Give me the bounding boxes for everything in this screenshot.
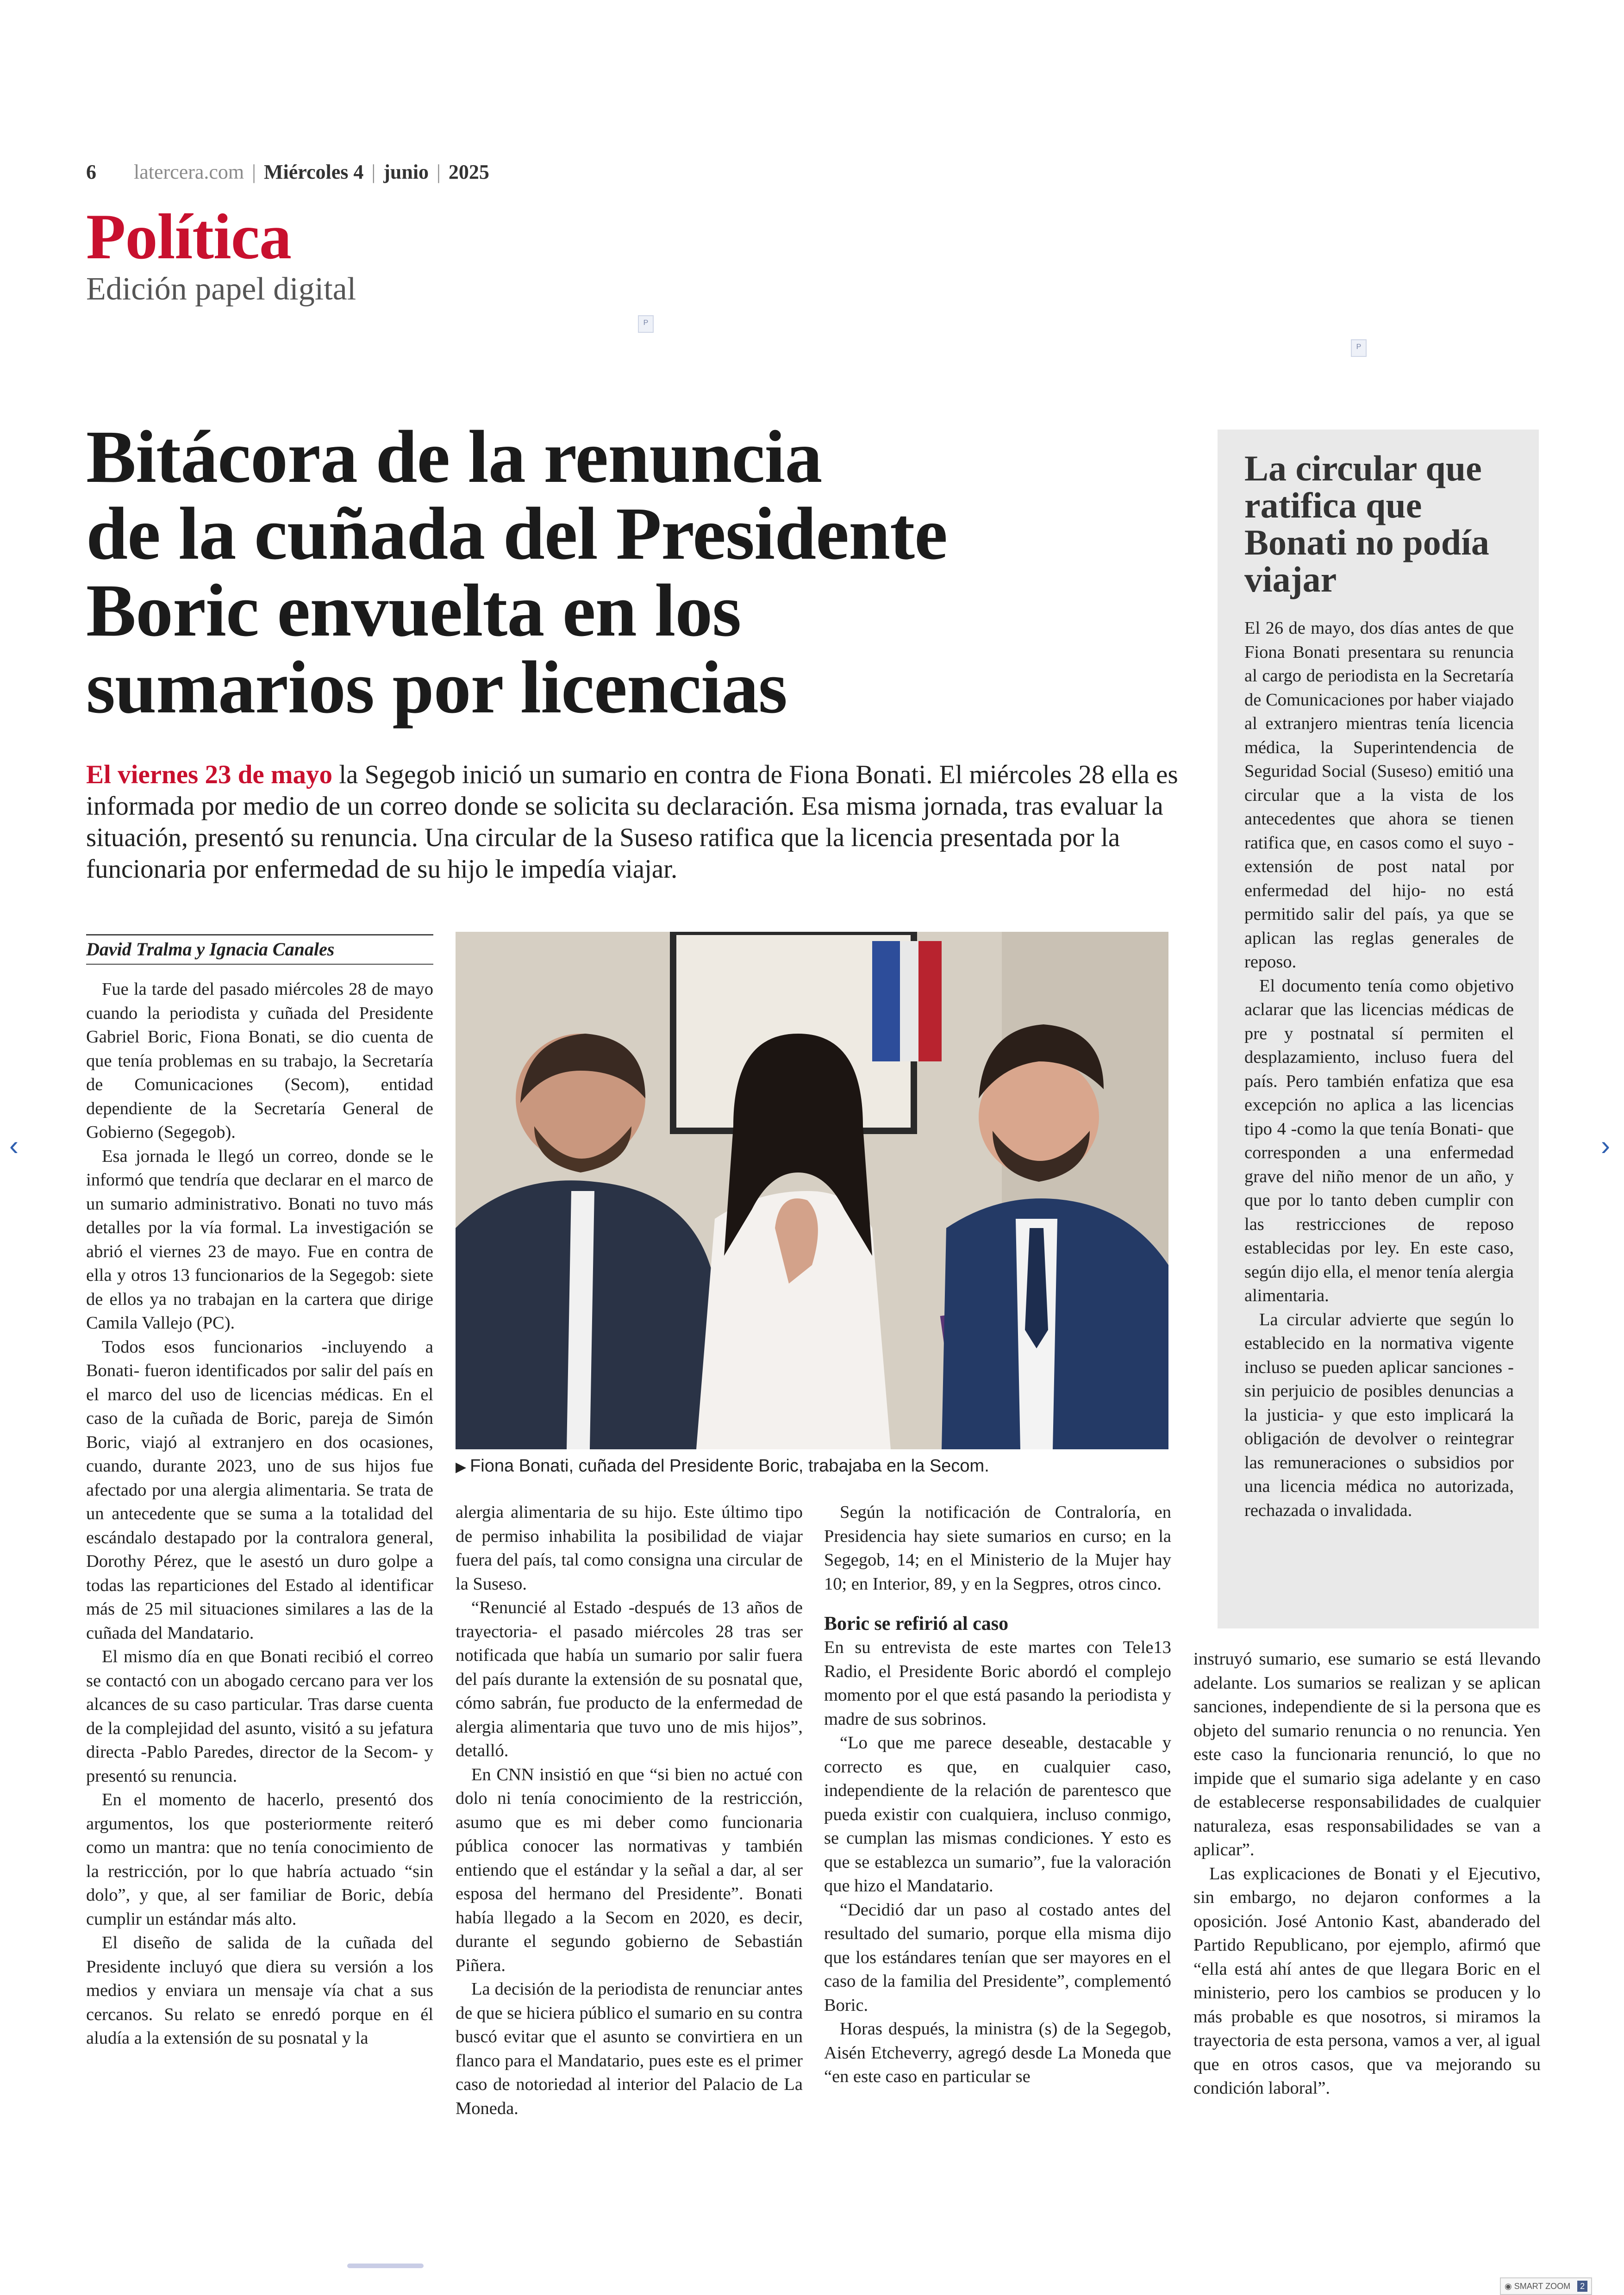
edition-label: Edición papel digital (86, 271, 356, 307)
page-scrollbar[interactable] (347, 2264, 424, 2268)
annotation-marker[interactable]: P (1351, 339, 1367, 357)
article-column-4: instruyó sumario, ese sumario se está llevando adelante. Los sumarios se realizan y se aplican sanciones, independiente de si la persona que es objeto del sumario renuncia o no renuncia. Yen este caso la funcionaria renunció, lo que no impide que el sumario siga adelante y en caso de establecerse responsabilidades de cualquier naturaleza, esas responsabilidades se van a aplicar”. Las explicaciones de Bonati y el Ejecutivo, sin embargo, no dejaron conformes a la oposición. José Antonio Kast, abanderado del Partido Republicano, por ejemplo, afirmó que “ella está ahí antes de que llegara Boric en el ministerio, pero los cambios se producen y lo más probable es que nosotros, si miramos la trayectoria de esta persona, vamos a ver, al igual que en otros casos, que va mejorando su condición laboral”. (1193, 1649, 1541, 2098)
caption-arrow-icon: ▶ (456, 1459, 467, 1475)
issue-month: junio (383, 161, 429, 183)
page-number: 6 (86, 161, 96, 183)
issue-year: 2025 (448, 161, 489, 183)
smart-zoom-button[interactable]: ◉ SMART ZOOM 2 (1500, 2277, 1592, 2295)
sidebar-body: El 26 de mayo, dos días antes de que Fiona Bonati presentara su renuncia al cargo de periodista en la Secretaría de Comunicaciones por haber viajado al extranjero mientras tenía licencia médica, la Superintendencia de Seguridad Social (Suseso) emitió una circular que a la vista de los antecedentes que ahora se tienen ratifica que, en casos como el suyo -extensión de post natal por enfermedad del hijo- no está permitido salir del país, ya que se aplican las reglas generales de reposo. El documento tenía como objetivo aclarar que las licencias médicas de pre y postnatal sí permiten el desplazamiento, incluso fuera del país. Pero también enfatiza que esa excepción no aplica a las licencias tipo 4 -como la que tenía Bonati- que corresponden a una enfermedad grave del niño menor de un año, y que por lo tanto deben cumplir con las restricciones de reposo establecidas por ley. En este caso, según dijo ella, el menor tenía alergia alimentaria. La circular advierte que según lo establecido en la normativa vigente incluso se pueden aplicar sanciones -sin perjuicio de posibles denuncias a la justicia- y que esto implicará la obligación de devolver o reintegrar las remuneraciones o subsidios por una licencia médica no autorizada, rechazada o invalidada. (1244, 618, 1514, 1520)
issue-day: Miércoles 4 (263, 161, 364, 183)
page-meta: 6 latercera.com | Miércoles 4 | junio | 2025 (86, 161, 489, 183)
photo-illustration (456, 932, 1168, 1449)
page-indicator: 2 (1577, 2281, 1587, 2292)
lede: El viernes 23 de mayo la Segegob inició un sumario en contra de Fiona Bonati. El miércoles 28 ella es informada por medio de un correo donde se solicita su declaración. Esa misma jornada, tras evaluar la situación, presentó su renuncia. Una circular de la Suseso ratifica que la licencia presentada por la funcionaria por enfermedad de su hijo le impedía viajar. (86, 760, 1178, 884)
article-column-2: alergia alimentaria de su hijo. Este último tipo de permiso inhabilita la posibilidad de viajar fuera del país, tal como consigna una circular de la Suseso. “Renuncié al Estado -después de 13 años de trayectoria- el pasado miércoles 28 tras ser notificada que había un sumario por salir fuera del país durante la extensión de su posnatal que, cómo sabrán, fue producto de la enfermedad de alergia alimentaria que tuvo uno de mis hijos”, detalló. En CNN insistió en que “si bien no actué con dolo ni tenía conocimiento de la restricción, asumo que es mi deber como funcionaria pública conocer las normativas y también entiendo que el estándar y la señal a dar, al ser esposa del hermano del Presidente”. Bonati había llegado a la Secom en 2020, es decir, durante el segundo gobierno de Sebastián Piñera. La decisión de la periodista de renunciar antes de que se hiciera público el sumario en su contra buscó evitar que el asunto se convirtiera en un flanco para el Mandatario, pues este es el primer caso de notoriedad al interior del Palacio de La Moneda. (456, 1503, 803, 2118)
annotation-marker[interactable]: P (638, 315, 654, 333)
site-name: latercera.com (134, 161, 244, 183)
news-photo (456, 932, 1168, 1449)
photo-caption: ▶ Fiona Bonati, cuñada del Presidente Boric, trabajaba en la Secom. (456, 1456, 989, 1476)
byline: David Tralma y Ignacia Canales (86, 934, 433, 965)
subhead: Boric se refirió al caso (824, 1613, 1009, 1634)
chevron-right-icon[interactable]: › (1601, 1130, 1610, 1161)
eye-icon: ◉ (1505, 2282, 1512, 2291)
article-column-1: Fue la tarde del pasado miércoles 28 de mayo cuando la periodista y cuñada del Presidente Gabriel Boric, Fiona Bonati, se dio cuenta de que tenía problemas en su trabajo, la Secretaría de Comunicaciones (Secom), entidad dependiente de la Secretaría General de Gobierno (Segegob). Esa jornada le llegó un correo, donde se le informó que tendría que declarar en el marco de un sumario administrativo. Bonati no tuvo más detalles por la vía formal. La investigación se abrió el viernes 23 de mayo. Fue en contra de ella y otros 13 funcionarios de la Segegob: siete de ellos ya no trabajan en la cartera que dirige Camila Vallejo (PC). Todos esos funcionarios -incluyendo a Bonati- fueron identificados por salir del país en el marco del uso de licencias médicas. En el caso de la cuñada de Boric, pareja de Simón Boric, viajó al extranjero en dos ocasiones, cuando, durante 2023, uno de sus hijos fue afectado por una alergia alimentaria. Se trata de un antecedente que se suma a la totalidad del escándalo destapado por la contralora general, Dorothy Pérez, que le asestó un duro golpe a todas las reparticiones del Estado al identificar más de 25 mil situaciones similares a las de la cuñada del Mandatario. El mismo día en que Bonati recibió el correo se contactó con un abogado cercano para ver los alcances de su caso particular. Tras darse cuenta de la complejidad del asunto, visitó a su jefatura directa -Pablo Paredes, director de la Secom- y presentó su renuncia. En el momento de hacerlo, presentó dos argumentos, los que posteriormente reiteró como un mantra: que no tenía conocimiento de la restricción, por lo que habría actuado “sin dolo”, y que, al ser familiar de Boric, debía cumplir un estándar más alto. El diseño de salida de la cuñada del Presidente incluyó que diera su versión a los medios y enviara un mensaje vía chat a sus cercanos. Su relato se enredó porque en él aludía a la extensión de su posnatal y la (86, 979, 433, 2048)
section-title: Política (86, 201, 291, 273)
article-column-3: Según la notificación de Contraloría, en Presidencia hay siete sumarios en curso; en la Segegob, 14; en el Ministerio de la Mujer hay 10; en Interior, 89, y en la Segpres, otros cinco. Boric se refirió al caso En su entrevista de este martes con Tele13 Radio, el Presidente Boric abordó el complejo momento por el que está pasando la periodista y madre de sus sobrinos. “Lo que me parece deseable, destacable y correcto es que, en cualquier caso, independiente de la relación de parentesco que pueda existir con cualquiera, incluso conmigo, se cumplan las mismas condiciones. Y esto es que se establezca un sumario”, fue la valoración que hizo el Mandatario. “Decidió dar un paso al costado antes del resultado del sumario, porque ella misma dijo que los estándares tenían que ser mayores en el caso de la familia del Presidente”, complementó Boric. Horas después, la ministra (s) de la Segegob, Aisén Etcheverry, agregó desde La Moneda que “en este caso en particular se (824, 1503, 1171, 2086)
sidebar-title: La circular que ratifica que Bonati no podía viajar (1244, 448, 1489, 599)
chevron-left-icon[interactable]: ‹ (9, 1130, 19, 1161)
lede-lead: El viernes 23 de mayo (86, 760, 332, 789)
headline: Bitácora de la renuncia de la cuñada del Presidente Boric envuelta en los sumarios por licencias (86, 416, 948, 729)
